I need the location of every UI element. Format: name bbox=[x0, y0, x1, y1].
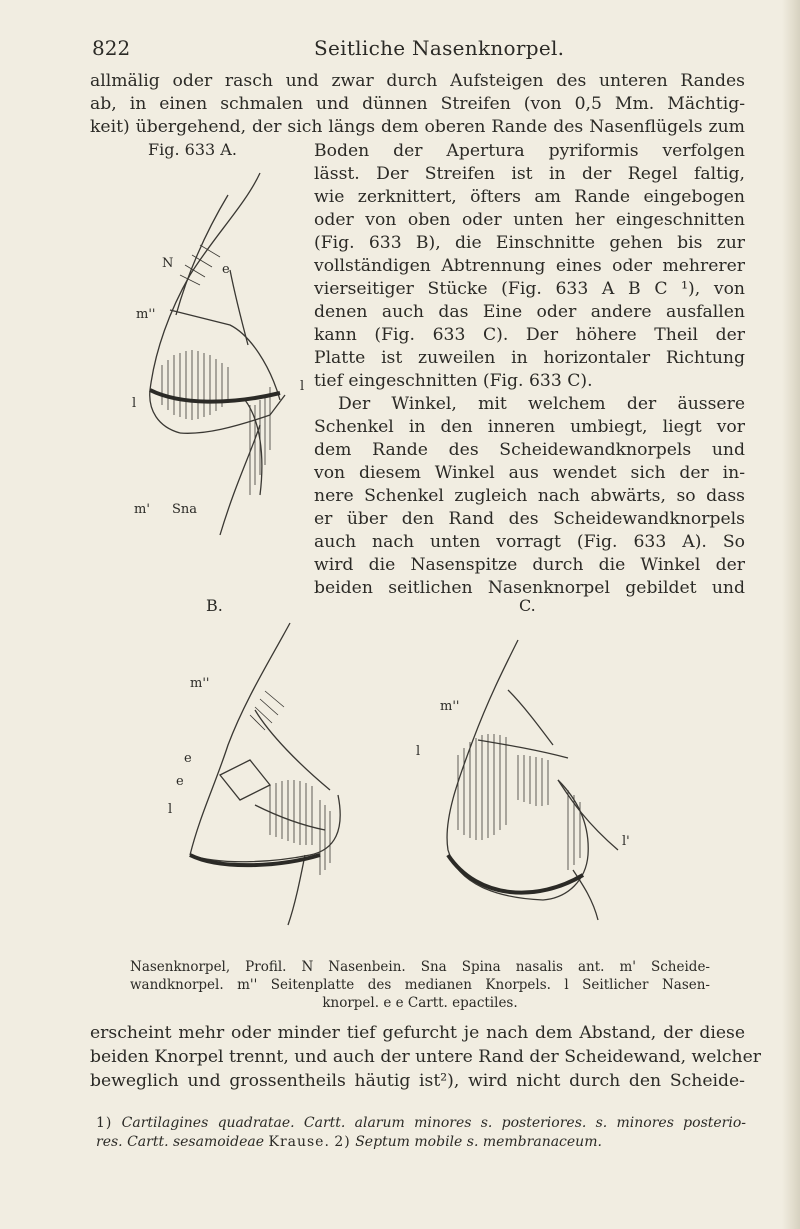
body-line-right-18: auch nach unten vorragt (Fig. 633 A). So bbox=[314, 532, 745, 552]
footnote-1-line-2 bbox=[96, 1133, 746, 1152]
body-line-right-16: nere Schenkel zugleich nach abwärts, so dass bbox=[314, 486, 745, 506]
fig-b-label-l: l bbox=[168, 802, 173, 817]
body-line-right-2: lässt. Der Streifen ist in der Regel faltig, bbox=[314, 164, 745, 184]
body-line-right-6: vollständigen Abtrennung eines oder mehrerer bbox=[314, 256, 745, 276]
body-line-top-2: ab, in einen schmalen und dünnen Streifen (von 0,5 Mm. Mächtig- bbox=[90, 94, 745, 114]
body-line-right-8: denen auch das Eine oder andere ausfallen bbox=[314, 302, 745, 322]
body-line-right-15: von diesem Winkel aus wendet sich der in- bbox=[314, 463, 745, 483]
body-line-right-9: kann (Fig. 633 C). Der höhere Theil der bbox=[314, 325, 745, 345]
fig-b-label-e1: e bbox=[184, 751, 192, 766]
page-edge-shadow bbox=[782, 0, 800, 1229]
body-line-right-12: Der Winkel, mit welchem der äussere bbox=[338, 394, 745, 414]
body-line-bottom-3: beweglich und grossentheils häutig ist²), wird nicht durch den Scheide- bbox=[90, 1071, 745, 1091]
figure-caption bbox=[130, 958, 710, 1012]
body-line-right-10: Platte ist zuweilen in horizontaler Richtung bbox=[314, 348, 745, 368]
footnote-1-author: Krause. bbox=[268, 1134, 330, 1150]
footnote-1-text-cont: res. Cartt. sesamoideae bbox=[96, 1134, 265, 1150]
body-line-right-20: beiden seitlichen Nasenknorpel gebildet und bbox=[314, 578, 745, 598]
body-line-right-5: (Fig. 633 B), die Einschnitte gehen bis zur bbox=[314, 233, 745, 253]
body-line-right-14: dem Rande des Scheidewandknorpels und bbox=[314, 440, 745, 460]
caption-line-3: knorpel. e e Cartt. epactiles. bbox=[322, 995, 518, 1011]
body-line-right-4: oder von oben oder unten her eingeschnitten bbox=[314, 210, 745, 230]
fig-c-label-m2: m'' bbox=[440, 699, 460, 714]
figure-a-title: Fig. 633 A. bbox=[148, 140, 237, 159]
body-line-right-1: Boden der Apertura pyriformis verfolgen bbox=[314, 141, 745, 161]
fig-a-label-m1: m' bbox=[134, 502, 150, 517]
body-line-right-11: tief eingeschnitten (Fig. 633 C). bbox=[314, 371, 593, 391]
fig-b-label-e2: e bbox=[176, 774, 184, 789]
fig-c-label-l: l bbox=[416, 744, 421, 759]
page-header bbox=[92, 36, 742, 64]
caption-line-1: Nasenknorpel, Profil. N Nasenbein. Sna Spina nasalis ant. m' Scheide- bbox=[130, 959, 710, 975]
body-line-right-3: wie zerknittert, öfters am Rande eingebogen bbox=[314, 187, 745, 207]
body-line-right-19: wird die Nasenspitze durch die Winkel der bbox=[314, 555, 745, 575]
footnote-2-marker: 2) bbox=[334, 1134, 351, 1150]
fig-a-label-l2: l bbox=[300, 379, 305, 394]
caption-line-2: wandknorpel. m'' Seitenplatte des medianen Knorpels. l Seitlicher Nasen- bbox=[130, 977, 710, 993]
figure-c-illustration bbox=[418, 630, 658, 930]
running-title: Seitliche Nasenknorpel. bbox=[314, 36, 565, 60]
footnote-1-marker: 1) bbox=[96, 1115, 113, 1131]
page-number: 822 bbox=[92, 36, 131, 60]
footnote-1-line-1 bbox=[96, 1114, 746, 1133]
fig-a-label-e: e bbox=[222, 262, 230, 277]
fig-b-label-m2: m'' bbox=[190, 676, 210, 691]
fig-a-label-l: l bbox=[132, 396, 137, 411]
figure-b-label: B. bbox=[206, 596, 223, 615]
figure-a-illustration bbox=[110, 165, 310, 545]
body-line-bottom-1: erscheint mehr oder minder tief gefurcht je nach dem Abstand, der diese bbox=[90, 1023, 745, 1043]
footnotes bbox=[96, 1114, 746, 1152]
fig-a-label-m2: m'' bbox=[136, 307, 156, 322]
figure-c-label: C. bbox=[519, 596, 536, 615]
body-line-right-13: Schenkel in den inneren umbiegt, liegt vor bbox=[314, 417, 745, 437]
body-line-right-17: er über den Rand des Scheidewandknorpels bbox=[314, 509, 745, 529]
fig-a-label-sna: Sna bbox=[172, 502, 198, 517]
body-line-top-3: keit) übergehend, der sich längs dem oberen Rande des Nasenflügels zum bbox=[90, 117, 745, 137]
footnote-2-text: Septum mobile s. membranaceum. bbox=[355, 1134, 602, 1150]
body-line-right-7: vierseitiger Stücke (Fig. 633 A B C ¹), von bbox=[314, 279, 745, 299]
body-line-top-1: allmälig oder rasch und zwar durch Aufsteigen des unteren Randes bbox=[90, 71, 745, 91]
footnote-1-text: Cartilagines quadratae. Cartt. alarum minores s. posteriores. s. minores posterio- bbox=[121, 1115, 746, 1131]
fig-c-label-l1: l' bbox=[622, 834, 630, 849]
body-line-bottom-2: beiden Knorpel trennt, und auch der untere Rand der Scheidewand, welcher bbox=[90, 1047, 761, 1067]
figure-b-illustration bbox=[160, 615, 400, 933]
fig-a-label-N: N bbox=[162, 256, 174, 271]
